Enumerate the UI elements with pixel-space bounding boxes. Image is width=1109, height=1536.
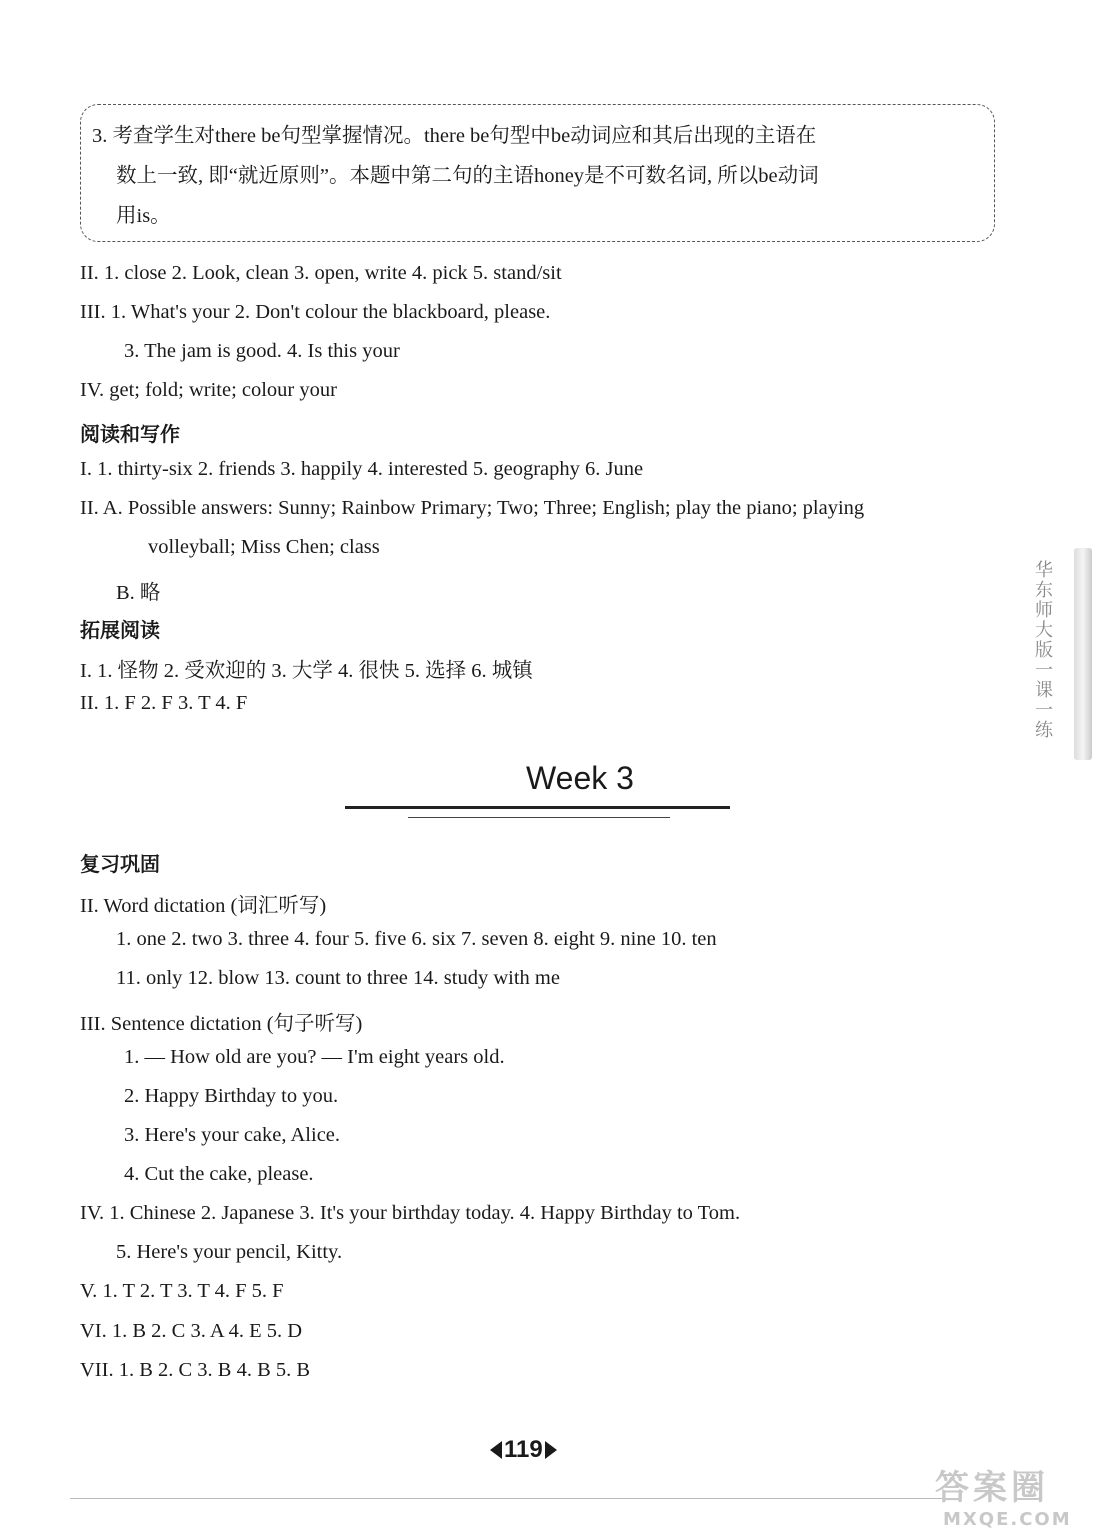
review-iv-a: IV. 1. Chinese 2. Japanese 3. It's your birthday today. 4. Happy Birthday to Tom. xyxy=(80,1202,741,1224)
review-vii: VII. 1. B 2. C 3. B 4. B 5. B xyxy=(80,1359,311,1381)
review-vi: VI. 1. B 2. C 3. A 4. E 5. D xyxy=(80,1320,303,1342)
note-line-3: 用is。 xyxy=(116,205,171,227)
section-heading-review: 复习巩固 xyxy=(80,852,160,876)
review-iii-3: 3. Here's your cake, Alice. xyxy=(124,1124,341,1146)
review-iii-title: III. Sentence dictation (句子听写) xyxy=(80,1013,363,1035)
title-rule-thin xyxy=(408,817,670,818)
rw-answer-ii-a: II. A. Possible answers: Sunny; Rainbow Primary; Two; Three; English; play the piano; playing xyxy=(80,497,865,519)
er-answer-i: I. 1. 怪物 2. 受欢迎的 3. 大学 4. 很快 5. 选择 6. 城镇 xyxy=(80,660,533,682)
rw-answer-i: I. 1. thirty-six 2. friends 3. happily 4. interested 5. geography 6. June xyxy=(80,458,644,480)
review-ii-title: II. Word dictation (词汇听写) xyxy=(80,895,327,917)
er-answer-ii: II. 1. F 2. F 3. T 4. F xyxy=(80,692,248,714)
bottom-rule xyxy=(70,1498,950,1499)
side-page-tab xyxy=(1074,548,1092,760)
week-title: Week 3 xyxy=(526,760,634,796)
page-number-text: 119 xyxy=(504,1436,543,1463)
watermark-logo: 答案圈 MXQE.COM xyxy=(935,1468,1072,1530)
review-ii-row-2: 11. only 12. blow 13. count to three 14. study with me xyxy=(116,967,560,989)
review-iii-2: 2. Happy Birthday to you. xyxy=(124,1085,339,1107)
page-number xyxy=(490,1436,557,1464)
note-line-1: 3. 考查学生对there be句型掌握情况。there be句型中be动词应和其后出现的主语在 xyxy=(92,125,817,147)
rw-answer-ii-b: B. 略 xyxy=(116,582,161,604)
answer-ii: II. 1. close 2. Look, clean 3. open, write 4. pick 5. stand/sit xyxy=(80,262,562,284)
answer-iii-a: III. 1. What's your 2. Don't colour the blackboard, please. xyxy=(80,301,551,323)
review-ii-row-1: 1. one 2. two 3. three 4. four 5. five 6. six 7. seven 8. eight 9. nine 10. ten xyxy=(116,928,717,950)
answer-iv: IV. get; fold; write; colour your xyxy=(80,379,337,401)
arrow-left-icon xyxy=(490,1441,502,1459)
review-iii-1: 1. — How old are you? — I'm eight years old. xyxy=(124,1046,505,1068)
note-line-2: 数上一致, 即“就近原则”。本题中第二句的主语honey是不可数名词, 所以be动词 xyxy=(116,165,819,187)
side-series-label: 华东师大版一课一练 xyxy=(1032,560,1053,740)
review-v: V. 1. T 2. T 3. T 4. F 5. F xyxy=(80,1280,284,1302)
section-heading-reading-writing: 阅读和写作 xyxy=(80,422,180,446)
review-iv-b: 5. Here's your pencil, Kitty. xyxy=(116,1241,343,1263)
title-rule-thick xyxy=(345,806,730,809)
arrow-right-icon xyxy=(545,1441,557,1459)
rw-answer-ii-a-cont: volleyball; Miss Chen; class xyxy=(148,536,380,558)
answer-iii-b: 3. The jam is good. 4. Is this your xyxy=(124,340,400,362)
review-iii-4: 4. Cut the cake, please. xyxy=(124,1163,314,1185)
section-heading-extended-reading: 拓展阅读 xyxy=(80,618,160,642)
